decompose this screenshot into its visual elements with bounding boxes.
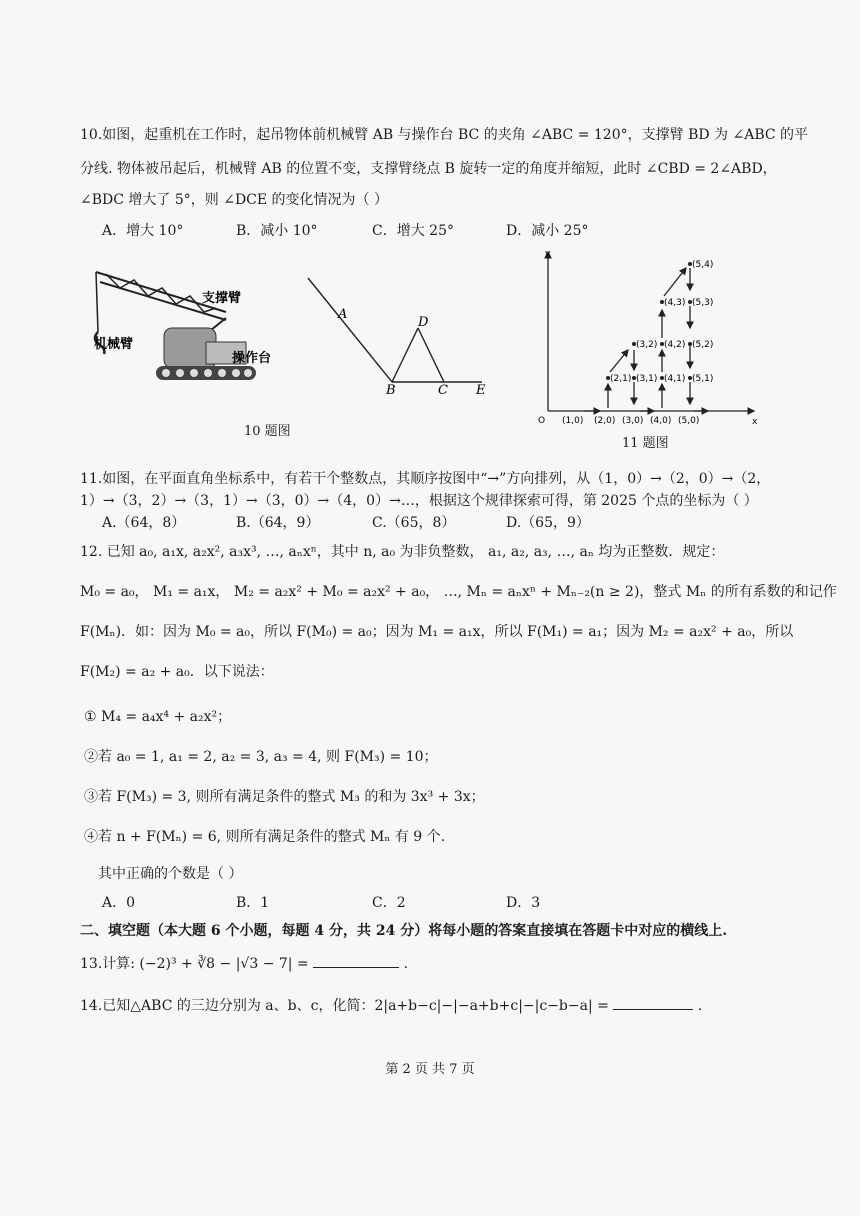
- section-2-heading: 二、填空题（本大题 6 个小题，每题 4 分，共 24 分）将每小题的答案直接填在答题卡中对应的横线上.: [80, 923, 728, 939]
- q11-option-a[interactable]: A.（64，8）: [102, 515, 186, 531]
- point-4-2: (4,2): [664, 340, 686, 350]
- label-mech-arm: 机械臂: [94, 337, 134, 352]
- point-a: A: [338, 307, 348, 322]
- q11-caption: 11 题图: [622, 436, 669, 451]
- q11-line-1: 11.如图，在平面直角坐标系中，有若干个整数点，其顺序按图中“→”方向排列，从（1，0）→（2，0）→（2，: [80, 471, 771, 487]
- label-platform: 操作台: [232, 351, 272, 366]
- point-4-3: (4,3): [664, 298, 686, 308]
- crane-illustration: [86, 262, 296, 392]
- origin-label: O: [538, 416, 546, 426]
- q12-statement-4: ④若 n + F(Mₙ) = 6, 则所有满足条件的整式 Mₙ 有 9 个.: [84, 829, 446, 845]
- q11-line-2: 1）→（3，2）→（3，1）→（3，0）→（4，0）→…，根据这个规律探索可得，第 2025 个点的坐标为（ ）: [80, 493, 758, 509]
- q12-question: 其中正确的个数是（ ）: [98, 866, 243, 882]
- q10-option-c[interactable]: C．增大 25°: [372, 223, 454, 239]
- q13-answer-blank[interactable]: [313, 953, 399, 968]
- q10-line-2: 分线. 物体被吊起后，机械臂 AB 的位置不变，支撑臂绕点 B 旋转一定的角度并缩短，此时 ∠CBD = 2∠ABD，: [80, 161, 777, 177]
- point-5-2: (5,2): [692, 340, 714, 350]
- point-e: E: [476, 383, 486, 398]
- point-5-1: (5,1): [692, 374, 714, 384]
- q10-option-a[interactable]: A．增大 10°: [102, 223, 184, 239]
- q12-line-3: F(Mₙ)．如：因为 M₀ = a₀，所以 F(M₀) = a₀；因为 M₁ = a₁x，所以 F(M₁) = a₁；因为 M₂ = a₂x² + a₀，所以: [80, 624, 794, 640]
- q11-option-d[interactable]: D.（65，9）: [506, 515, 590, 531]
- q14: [80, 995, 702, 1015]
- q10-option-b[interactable]: B．减小 10°: [236, 223, 318, 239]
- point-2-1: (2,1): [610, 374, 632, 384]
- q12-line-2: M₀ = a₀， M₁ = a₁x， M₂ = a₂x² + M₀ = a₂x² + a₀， …, Mₙ = aₙxⁿ + Mₙ₋₂(n ≥ 2)，整式 Mₙ 的所有系数的和记作: [80, 584, 837, 600]
- point-c: C: [438, 383, 448, 398]
- q12-statement-3: ③若 F(M₃) = 3, 则所有满足条件的整式 M₃ 的和为 3x³ + 3x；: [84, 789, 485, 805]
- x-point-4: (4,0): [650, 416, 672, 426]
- q12-option-a[interactable]: A．0: [102, 895, 136, 911]
- q10-line-1: 10.如图，起重机在工作时，起吊物体前机械臂 AB 与操作台 BC 的夹角 ∠ABC = 120°，支撑臂 BD 为 ∠ABC 的平: [80, 127, 809, 143]
- q12-statement-2: ②若 a₀ = 1, a₁ = 2, a₂ = 3, a₃ = 4, 则 F(M₃) = 10；: [84, 749, 438, 765]
- point-5-4: (5,4): [692, 260, 714, 270]
- q12-options: [0, 892, 860, 910]
- page-footer: 第 2 页 共 7 页: [385, 1062, 475, 1077]
- q12-option-c[interactable]: C．2: [372, 895, 406, 911]
- point-3-1: (3,1): [636, 374, 658, 384]
- q11-option-c[interactable]: C.（65，8）: [372, 515, 456, 531]
- q11-coordinate-figure: [532, 246, 762, 426]
- q13-end: .: [403, 956, 409, 972]
- q13: [80, 953, 408, 973]
- x-point-2: (2,0): [594, 416, 616, 426]
- q10-option-d[interactable]: D．减小 25°: [506, 223, 589, 239]
- q10-options: [0, 220, 860, 238]
- q11-option-b[interactable]: B.（64，9）: [236, 515, 320, 531]
- point-d: D: [418, 315, 429, 330]
- q12-line-1: 12. 已知 a₀, a₁x, a₂x², a₃x³, …, aₙxⁿ，其中 n, a₀ 为非负整数， a₁, a₂, a₃, …, aₙ 均为正整数．规定：: [80, 544, 725, 560]
- label-support-arm: 支撑臂: [202, 291, 242, 306]
- q14-answer-blank[interactable]: [613, 995, 693, 1010]
- point-5-3: (5,3): [692, 298, 714, 308]
- point-4-1: (4,1): [664, 374, 686, 384]
- q12-statement-1: ① M₄ = a₄x⁴ + a₂x²；: [84, 709, 232, 725]
- q12-option-d[interactable]: D．3: [506, 895, 541, 911]
- q13-text: 13.计算: (−2)³ + ∛8 − |√3 − 7| =: [80, 956, 309, 972]
- q10-caption: 10 题图: [244, 424, 291, 439]
- q14-end: .: [697, 998, 703, 1014]
- q10-line-3: ∠BDC 增大了 5°，则 ∠DCE 的变化情况为（ ）: [80, 192, 388, 208]
- point-3-2: (3,2): [636, 340, 658, 350]
- q11-options: [0, 512, 860, 530]
- y-axis-label: y: [545, 249, 551, 259]
- point-b: B: [386, 383, 396, 398]
- q10-geometry-figure: [300, 270, 500, 400]
- q14-text: 14.已知△ABC 的三边分别为 a、b、c，化简：2|a+b−c|−|−a+b+c|−|c−b−a| =: [80, 998, 609, 1014]
- x-point-3: (3,0): [622, 416, 644, 426]
- x-point-5: (5,0): [678, 416, 700, 426]
- x-point-1: (1,0): [562, 416, 584, 426]
- q12-option-b[interactable]: B．1: [236, 895, 270, 911]
- x-axis-label: x: [752, 417, 758, 426]
- q12-line-4: F(M₂) = a₂ + a₀．以下说法：: [80, 664, 274, 680]
